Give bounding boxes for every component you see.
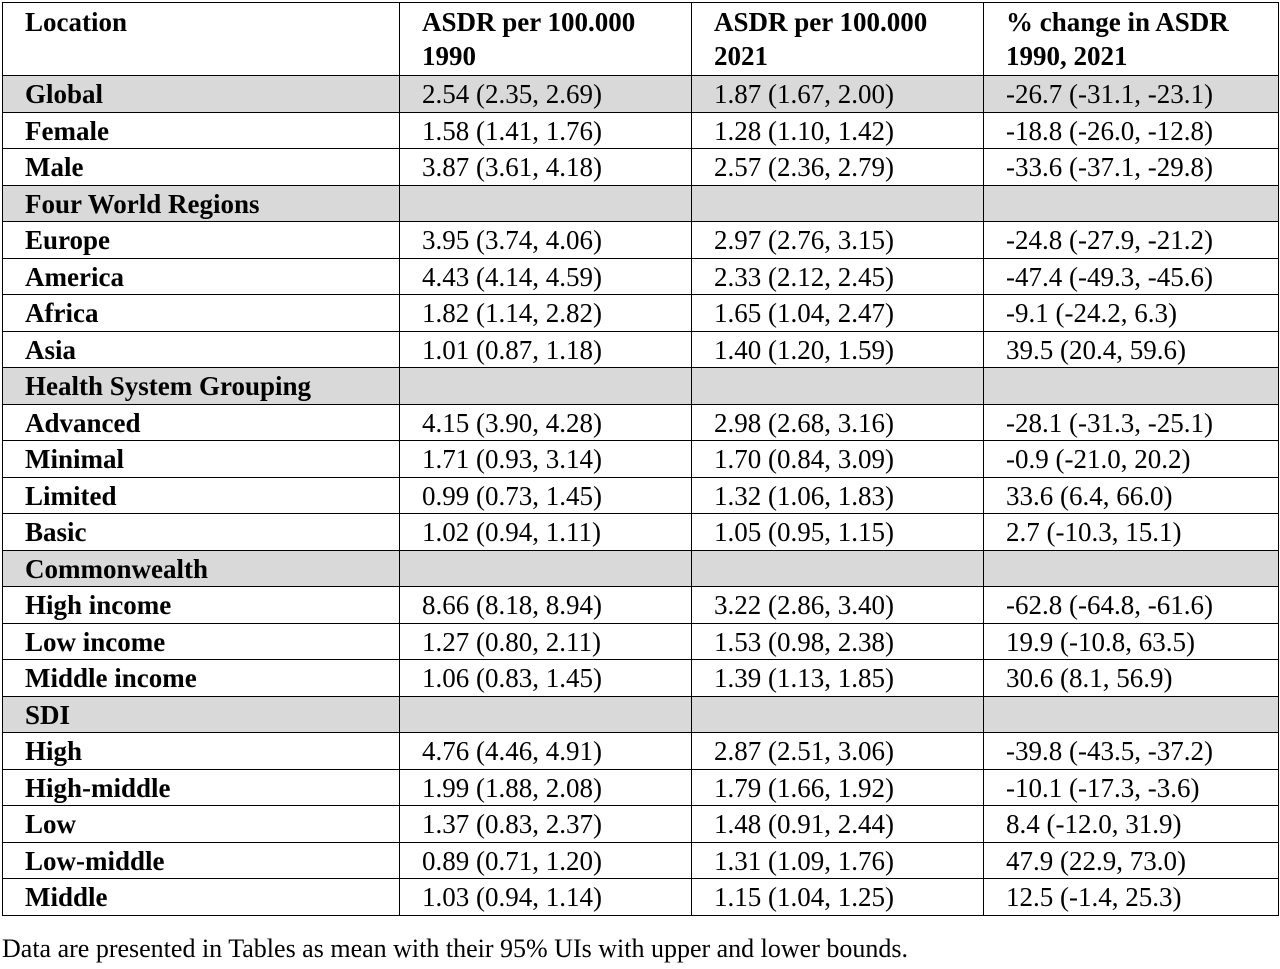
asdr-1990-cell: 1.01 (0.87, 1.18) [400, 331, 692, 368]
location-cell: Asia [3, 331, 400, 368]
percent-change-cell: 33.6 (6.4, 66.0) [984, 477, 1279, 514]
asdr-2021-cell: 1.32 (1.06, 1.83) [692, 477, 984, 514]
header-asdr-2021 [692, 3, 984, 76]
percent-change-cell: 47.9 (22.9, 73.0) [984, 842, 1279, 879]
location-cell: High [3, 733, 400, 770]
location-cell: Commonwealth [3, 550, 400, 587]
table-row [3, 477, 1279, 514]
asdr-2021-cell: 2.97 (2.76, 3.15) [692, 222, 984, 259]
asdr-2021-cell: 1.53 (0.98, 2.38) [692, 623, 984, 660]
table-row [3, 733, 1279, 770]
asdr-2021-cell: 1.70 (0.84, 3.09) [692, 441, 984, 478]
header-row [3, 3, 1279, 76]
asdr-1990-cell: 1.03 (0.94, 1.14) [400, 879, 692, 916]
header-percent-change [984, 3, 1279, 76]
asdr-1990-cell: 1.58 (1.41, 1.76) [400, 112, 692, 149]
asdr-1990-cell: 4.76 (4.46, 4.91) [400, 733, 692, 770]
percent-change-cell [984, 550, 1279, 587]
percent-change-cell [984, 368, 1279, 405]
location-cell: Africa [3, 295, 400, 332]
asdr-2021-cell: 1.31 (1.09, 1.76) [692, 842, 984, 879]
asdr-2021-cell: 1.15 (1.04, 1.25) [692, 879, 984, 916]
location-cell: Low income [3, 623, 400, 660]
location-cell: Middle income [3, 660, 400, 697]
asdr-1990-cell: 1.71 (0.93, 3.14) [400, 441, 692, 478]
asdr-1990-cell: 0.89 (0.71, 1.20) [400, 842, 692, 879]
percent-change-cell: -28.1 (-31.3, -25.1) [984, 404, 1279, 441]
location-cell: Health System Grouping [3, 368, 400, 405]
percent-change-cell: 2.7 (-10.3, 15.1) [984, 514, 1279, 551]
percent-change-cell: -26.7 (-31.1, -23.1) [984, 76, 1279, 113]
asdr-1990-cell: 1.06 (0.83, 1.45) [400, 660, 692, 697]
location-cell: Minimal [3, 441, 400, 478]
table-row [3, 623, 1279, 660]
asdr-2021-cell: 2.33 (2.12, 2.45) [692, 258, 984, 295]
table-footnote: Data are presented in Tables as mean with their 95% UIs with upper and lower bounds. [2, 934, 909, 963]
asdr-2021-cell: 1.87 (1.67, 2.00) [692, 76, 984, 113]
table-row [3, 587, 1279, 624]
header-asdr-2021-line-1: ASDR per 100.000 [714, 7, 928, 37]
header-asdr-1990-line-2: 1990 [422, 41, 476, 71]
percent-change-cell [984, 185, 1279, 222]
table-row [3, 112, 1279, 149]
table-row [3, 842, 1279, 879]
location-cell: Europe [3, 222, 400, 259]
table-row [3, 331, 1279, 368]
asdr-2021-cell: 2.57 (2.36, 2.79) [692, 149, 984, 186]
header-location-line-1: Location [25, 7, 128, 37]
group-header-row [3, 696, 1279, 733]
location-cell: Female [3, 112, 400, 149]
asdr-2021-cell: 1.05 (0.95, 1.15) [692, 514, 984, 551]
location-cell: America [3, 258, 400, 295]
percent-change-cell: -33.6 (-37.1, -29.8) [984, 149, 1279, 186]
asdr-2021-cell [692, 550, 984, 587]
table-row [3, 404, 1279, 441]
asdr-1990-cell: 4.43 (4.14, 4.59) [400, 258, 692, 295]
percent-change-cell: 30.6 (8.1, 56.9) [984, 660, 1279, 697]
location-cell: Low-middle [3, 842, 400, 879]
location-cell: Global [3, 76, 400, 113]
header-asdr-1990-line-1: ASDR per 100.000 [422, 7, 636, 37]
table-row [3, 879, 1279, 916]
asdr-2021-cell: 3.22 (2.86, 3.40) [692, 587, 984, 624]
percent-change-cell: 39.5 (20.4, 59.6) [984, 331, 1279, 368]
location-cell: SDI [3, 696, 400, 733]
asdr-2021-cell [692, 368, 984, 405]
location-cell: Four World Regions [3, 185, 400, 222]
asdr-2021-cell: 1.39 (1.13, 1.85) [692, 660, 984, 697]
header-asdr-1990 [400, 3, 692, 76]
location-cell: Middle [3, 879, 400, 916]
table-row [3, 806, 1279, 843]
location-cell: High-middle [3, 769, 400, 806]
asdr-2021-cell: 1.65 (1.04, 2.47) [692, 295, 984, 332]
asdr-1990-cell: 3.95 (3.74, 4.06) [400, 222, 692, 259]
header-percent-change-line-2: 1990, 2021 [1006, 41, 1128, 71]
table-row [3, 76, 1279, 113]
table-row [3, 149, 1279, 186]
table-row [3, 295, 1279, 332]
header-percent-change-line-1: % change in ASDR [1006, 7, 1229, 37]
asdr-2021-cell [692, 696, 984, 733]
table-row [3, 258, 1279, 295]
group-header-row [3, 550, 1279, 587]
asdr-1990-cell: 1.37 (0.83, 2.37) [400, 806, 692, 843]
asdr-1990-cell: 1.02 (0.94, 1.11) [400, 514, 692, 551]
asdr-1990-cell [400, 550, 692, 587]
asdr-1990-cell: 3.87 (3.61, 4.18) [400, 149, 692, 186]
table-row [3, 514, 1279, 551]
percent-change-cell: -39.8 (-43.5, -37.2) [984, 733, 1279, 770]
percent-change-cell: 12.5 (-1.4, 25.3) [984, 879, 1279, 916]
header-asdr-2021-line-2: 2021 [714, 41, 768, 71]
percent-change-cell [984, 696, 1279, 733]
asdr-1990-cell [400, 185, 692, 222]
asdr-1990-cell [400, 368, 692, 405]
location-cell: Advanced [3, 404, 400, 441]
table-body [3, 76, 1279, 916]
table-header [3, 3, 1279, 76]
location-cell: Low [3, 806, 400, 843]
table-row [3, 660, 1279, 697]
asdr-2021-cell: 2.87 (2.51, 3.06) [692, 733, 984, 770]
percent-change-cell: -62.8 (-64.8, -61.6) [984, 587, 1279, 624]
percent-change-cell: -24.8 (-27.9, -21.2) [984, 222, 1279, 259]
percent-change-cell: -47.4 (-49.3, -45.6) [984, 258, 1279, 295]
asdr-1990-cell: 4.15 (3.90, 4.28) [400, 404, 692, 441]
asdr-1990-cell: 1.82 (1.14, 2.82) [400, 295, 692, 332]
asdr-2021-cell: 1.48 (0.91, 2.44) [692, 806, 984, 843]
asdr-1990-cell: 1.27 (0.80, 2.11) [400, 623, 692, 660]
percent-change-cell: 19.9 (-10.8, 63.5) [984, 623, 1279, 660]
asdr-2021-cell: 2.98 (2.68, 3.16) [692, 404, 984, 441]
percent-change-cell: -9.1 (-24.2, 6.3) [984, 295, 1279, 332]
percent-change-cell: -18.8 (-26.0, -12.8) [984, 112, 1279, 149]
asdr-table [2, 2, 1279, 916]
asdr-1990-cell: 1.99 (1.88, 2.08) [400, 769, 692, 806]
asdr-2021-cell: 1.79 (1.66, 1.92) [692, 769, 984, 806]
percent-change-cell: 8.4 (-12.0, 31.9) [984, 806, 1279, 843]
location-cell: High income [3, 587, 400, 624]
asdr-1990-cell [400, 696, 692, 733]
location-cell: Male [3, 149, 400, 186]
asdr-1990-cell: 2.54 (2.35, 2.69) [400, 76, 692, 113]
percent-change-cell: -0.9 (-21.0, 20.2) [984, 441, 1279, 478]
group-header-row [3, 368, 1279, 405]
table-row [3, 441, 1279, 478]
table-row [3, 769, 1279, 806]
percent-change-cell: -10.1 (-17.3, -3.6) [984, 769, 1279, 806]
asdr-2021-cell: 1.28 (1.10, 1.42) [692, 112, 984, 149]
header-location [3, 3, 400, 76]
asdr-1990-cell: 0.99 (0.73, 1.45) [400, 477, 692, 514]
group-header-row [3, 185, 1279, 222]
asdr-1990-cell: 8.66 (8.18, 8.94) [400, 587, 692, 624]
location-cell: Basic [3, 514, 400, 551]
location-cell: Limited [3, 477, 400, 514]
asdr-2021-cell [692, 185, 984, 222]
asdr-2021-cell: 1.40 (1.20, 1.59) [692, 331, 984, 368]
table-row [3, 222, 1279, 259]
